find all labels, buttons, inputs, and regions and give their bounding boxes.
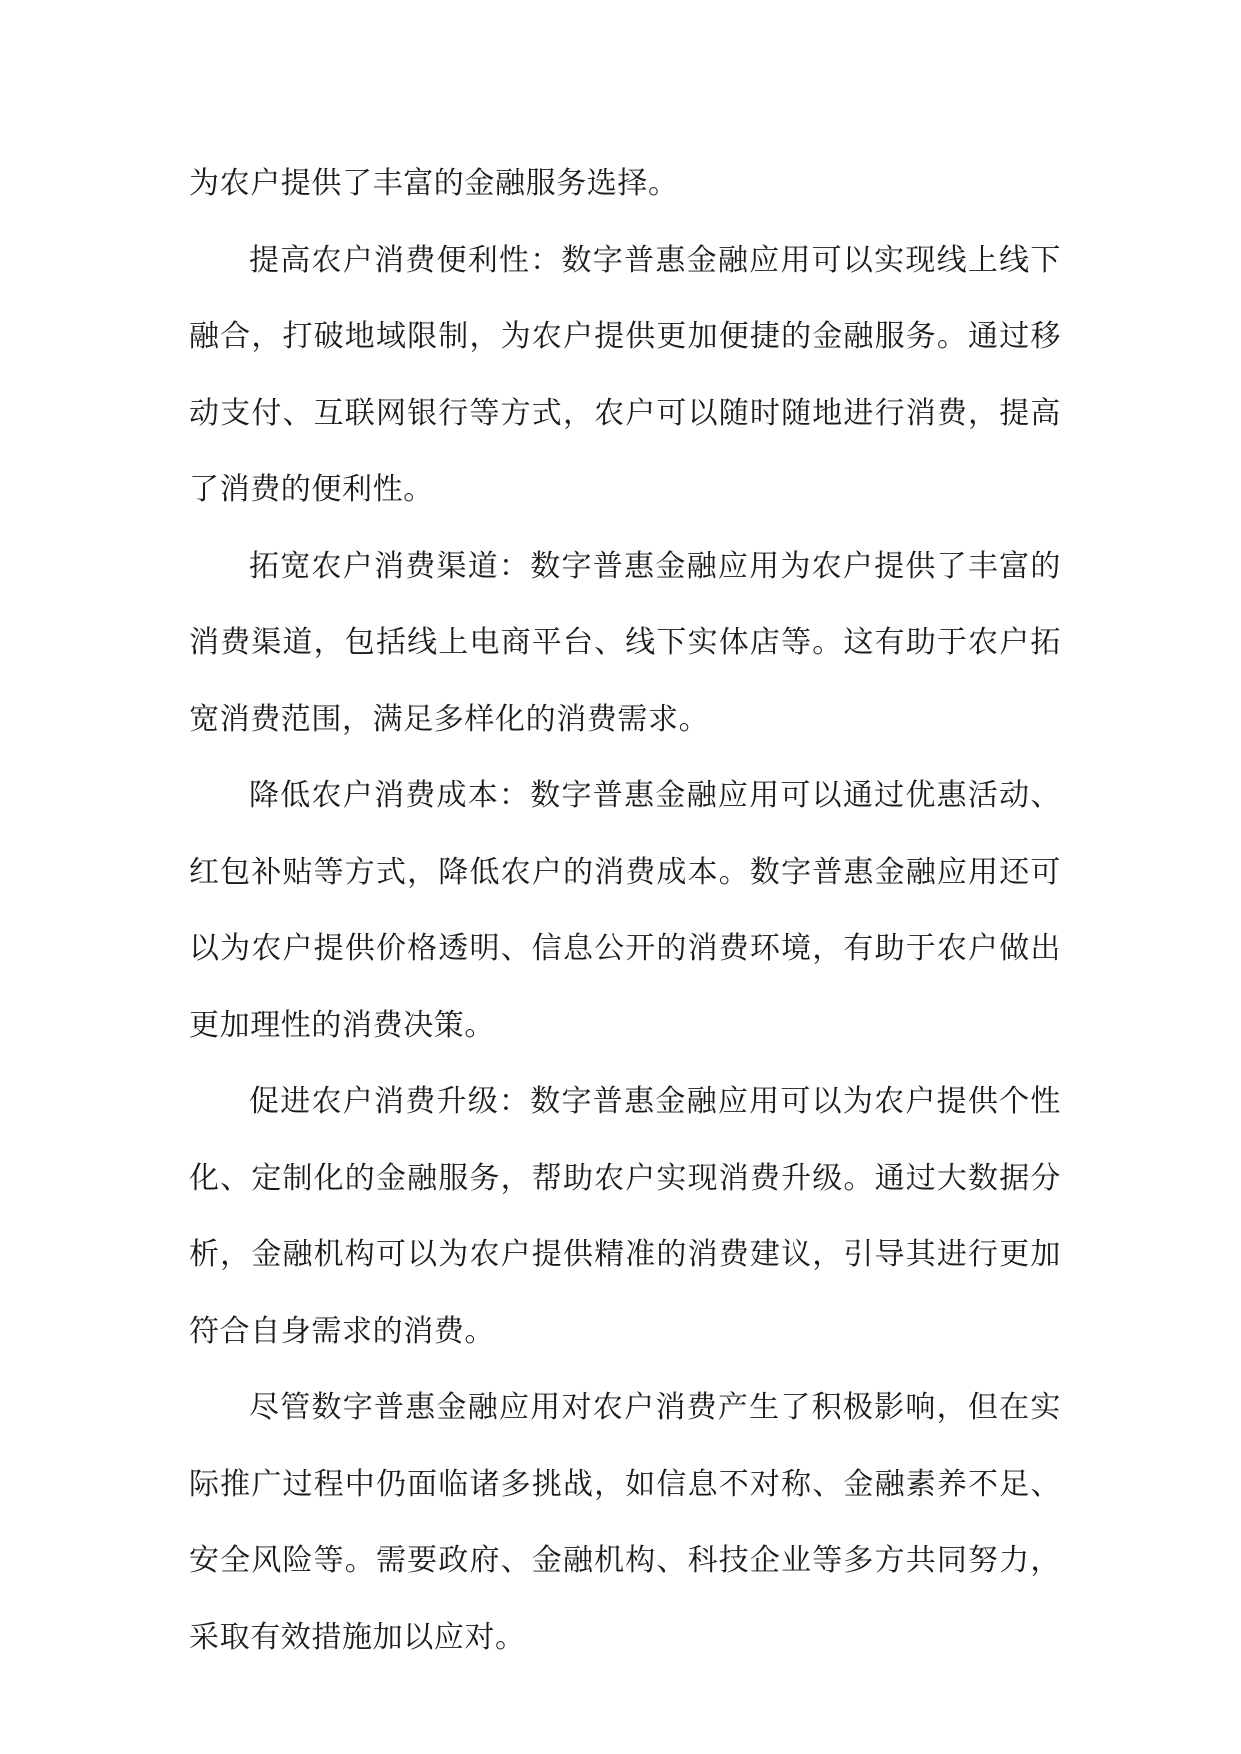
body-text bbox=[189, 146, 1061, 1676]
paragraph-upgrade: 促进农户消费升级：数字普惠金融应用可以为农户提供个性化、定制化的金融服务，帮助农户实现消费升级。通过大数据分析，金融机构可以为农户提供精准的消费建议，引导其进行更加符合自身需求的消费。 bbox=[189, 1084, 1061, 1349]
paragraph-continuation: 为农户提供了丰富的金融服务选择。 bbox=[189, 166, 679, 201]
paragraph-cost: 降低农户消费成本：数字普惠金融应用可以通过优惠活动、红包补贴等方式，降低农户的消费成本。数字普惠金融应用还可以为农户提供价格透明、信息公开的消费环境，有助于农户做出更加理性的消费决策。 bbox=[189, 778, 1061, 1043]
paragraph-convenience: 提高农户消费便利性：数字普惠金融应用可以实现线上线下融合，打破地域限制，为农户提供更加便捷的金融服务。通过移动支付、互联网银行等方式，农户可以随时随地进行消费，提高了消费的便利性。 bbox=[189, 242, 1061, 507]
paragraph-challenges: 尽管数字普惠金融应用对农户消费产生了积极影响，但在实际推广过程中仍面临诸多挑战，如信息不对称、金融素养不足、安全风险等。需要政府、金融机构、科技企业等多方共同努力，采取有效措施加以应对。 bbox=[189, 1390, 1061, 1655]
paragraph-channels: 拓宽农户消费渠道：数字普惠金融应用为农户提供了丰富的消费渠道，包括线上电商平台、线下实体店等。这有助于农户拓宽消费范围，满足多样化的消费需求。 bbox=[189, 548, 1061, 737]
